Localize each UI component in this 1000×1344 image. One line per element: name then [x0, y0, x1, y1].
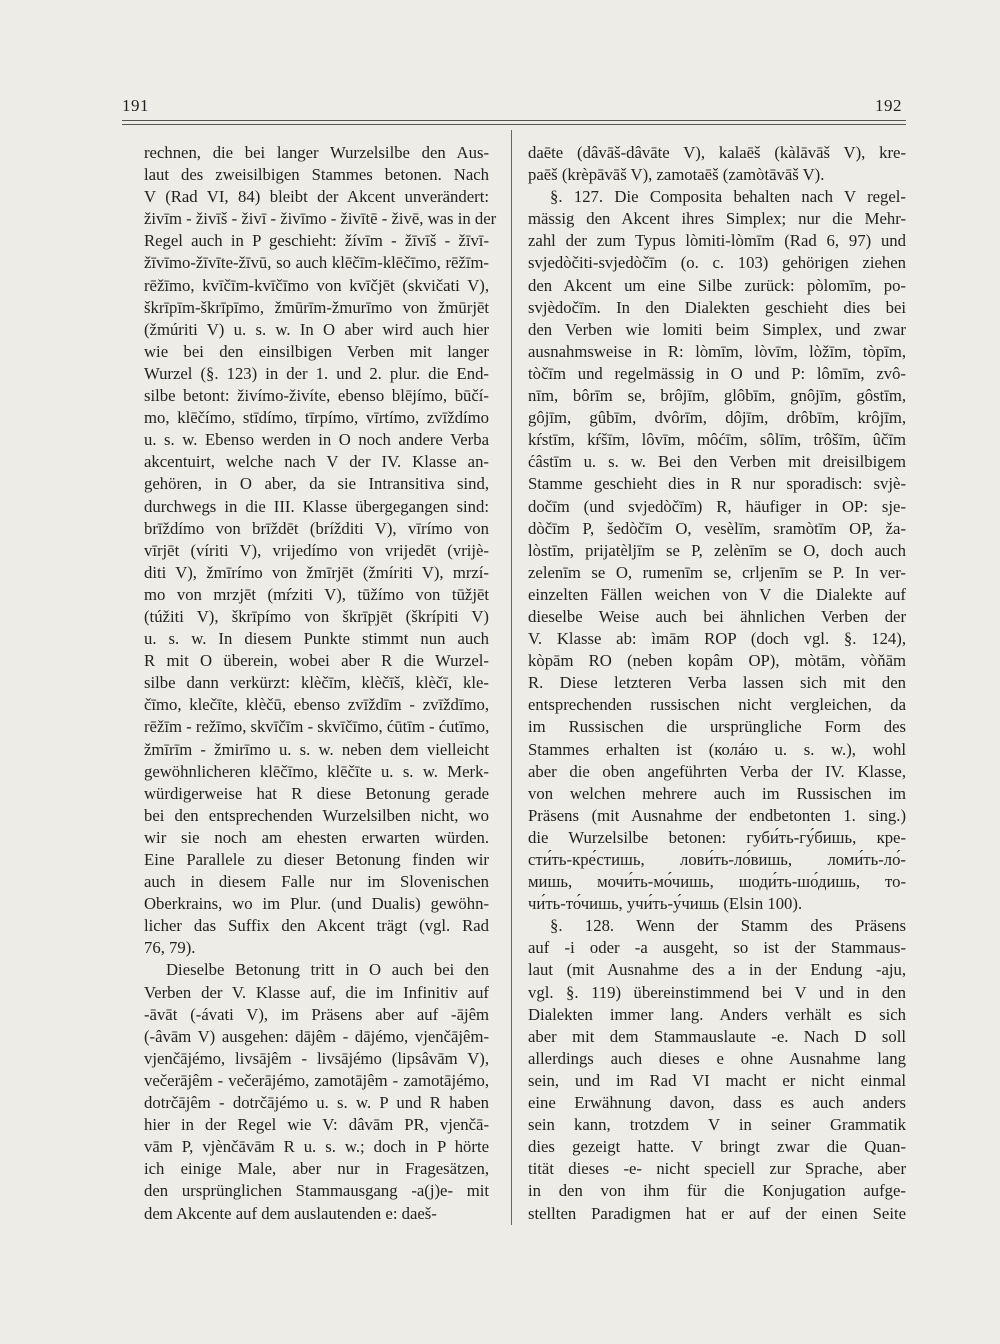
text-line: laut des zweisilbigen Stammes betonen. Nach — [144, 165, 489, 185]
text-line: (žmúriti V) u. s. w. In O aber wird auch hier — [144, 319, 489, 339]
text-line: Eine Parallele zu dieser Betonung finden wir — [144, 850, 489, 869]
text-line: dies gezeigt hatte. V bringt zwar die Quan- — [528, 1137, 906, 1157]
header-rule-thick — [122, 120, 906, 121]
text-line: čīmo, klečīte, klèčū, ebenso zvīždīm - zvīždīmo, — [144, 695, 489, 715]
column-divider — [511, 130, 512, 1225]
text-line: živīm - živīš - živī - živīmo - živītē - živē, was in der — [144, 209, 497, 229]
text-line: Regel auch in P geschieht: žívīm - žīvīš - žīvī- — [144, 231, 489, 251]
text-line: licher das Suffix den Akcent trägt (vgl. Rad — [144, 916, 489, 936]
text-line: aber die oben angeführten Verba der IV. Klasse, — [528, 761, 906, 781]
text-line: allerdings auch dieses e ohne Ausnahme lang — [528, 1048, 906, 1068]
text-line: Stamme geschieht dies in R nur sporadisch: svjè- — [528, 474, 906, 494]
text-line: gehören, in O aber, da sie Intransitiva sind, — [144, 474, 489, 494]
text-line: сти́ть-кре́стишь, лови́ть-ло́вишь, ломи́ть-ло́- — [528, 850, 906, 869]
text-line: Stammes erhalten ist (колáю u. s. w.), wohl — [528, 739, 906, 759]
text-line: mo, klēčímo, stīdímo, tīrpímo, vīrtímo, zvīždímo — [144, 408, 489, 428]
text-line: kŕstīm, kŕšīm, lôvīm, môćīm, sôlīm, trôšīm, ûčīm — [528, 430, 906, 450]
text-line: einzelten Fällen weichen von V die Dialekte auf — [528, 584, 906, 604]
text-line: daēte (dâvāš-dâvāte V), kalaēš (kàlāvāš V), kre- — [528, 143, 906, 162]
text-line: dieselbe Weise auch bei ähnlichen Verben der — [528, 606, 906, 626]
text-line: zelenīm se O, rumenīm se, crljenīm se P. In ver- — [528, 562, 906, 582]
text-line: in den von ihm für die Konjugation aufge- — [528, 1181, 906, 1201]
text-line: hier in der Regel wie V: dâvām PR, vjenčā- — [144, 1115, 489, 1135]
text-line: stellten Paradigmen hat er auf der einen Seite — [528, 1203, 906, 1223]
text-line: žīvīmo-žīvīte-žīvū, so auch klēčīm-klēčīmo, rēžīm- — [144, 253, 489, 273]
text-line: dočīm (und svjedòčīm) R, häufiger in OP: sje- — [528, 496, 906, 516]
text-line: die Wurzelsilbe betonen: губи́ть-гу́бишь, кре- — [528, 827, 906, 847]
text-line: V (Rad VI, 84) bleibt der Akcent unverändert: — [144, 187, 489, 207]
text-line: Oberkrains, wo im Plur. (und Dualis) gewöhn- — [144, 894, 489, 914]
text-line: Präsens (mit Ausnahme der endbetonten 1. sing.) — [528, 805, 906, 825]
right-column — [528, 142, 906, 1225]
text-line: u. s. w. In diesem Punkte stimmt nun auch — [144, 629, 489, 649]
text-line: večerājêm - večerājémo, zamotājêm - zamotājémo, — [144, 1070, 489, 1090]
text-line: im Russischen die ursprüngliche Form des — [528, 717, 906, 737]
text-line: sein kann, trotzdem V in seiner Grammatik — [528, 1115, 906, 1135]
text-line: vām P, vjènčāvām R u. s. w.; doch in P hörte — [144, 1137, 489, 1157]
text-line: paēš (krèpāvāš V), zamotaēš (zamòtāvāš V). — [528, 165, 825, 185]
text-line: §. 128. Wenn der Stamm des Präsens — [550, 916, 906, 936]
text-line: -āvāt (-ávati V), im Präsens aber auf -ājêm — [144, 1004, 489, 1024]
text-line: brīždímo von brīždēt (brížditi V), vīrímo von — [144, 518, 489, 538]
text-line: akcentuirt, welche nach V der IV. Klasse an- — [144, 452, 489, 472]
text-line: durchwegs in die III. Klasse übergegangen sind: — [144, 496, 489, 516]
left-column — [144, 142, 497, 1225]
text-line: kòpām RO (neben kopâm OP), mòtām, vòňām — [528, 651, 906, 671]
text-line: dòčīm P, šedòčīm O, vesèlīm, sramòtīm OP, ža- — [528, 518, 906, 538]
text-line: lòstīm, prijatèljīm se P, zelènīm se O, doch auch — [528, 540, 906, 560]
text-line: §. 127. Die Composita behalten nach V regel- — [550, 187, 906, 207]
text-line: sein, und im Rad VI macht er nicht einmal — [528, 1070, 906, 1090]
text-line: vjenčājémo, livsājêm - livsājémo (lipsâvām V), — [144, 1048, 489, 1068]
text-line: Wurzel (§. 123) in der 1. und 2. plur. die End- — [144, 363, 489, 383]
text-line: auch in diesem Falle nur im Slovenischen — [144, 872, 489, 892]
text-line: dotrčājêm - dotrčājémo u. s. w. P und R haben — [144, 1093, 489, 1113]
text-line: auf -i oder -a ausgeht, so ist der Stammaus- — [528, 938, 906, 958]
text-line: 76, 79). — [144, 938, 196, 958]
text-line: ausnahmsweise in R: lòmīm, lòvīm, lòžīm, tòpīm, — [528, 341, 906, 361]
text-line: Dieselbe Betonung tritt in O auch bei den — [166, 960, 489, 980]
text-line: mässig den Akcent ihres Simplex; nur die Mehr- — [528, 209, 906, 229]
text-line: wie bei den einsilbigen Verben mit langer — [144, 341, 489, 361]
text-line: мишь, мочи́ть-мо́чишь, шоди́ть-шо́дишь, то- — [528, 872, 906, 892]
page-number-left: 191 — [122, 96, 149, 115]
text-line: u. s. w. Ebenso werden in O noch andere Verba — [144, 430, 489, 450]
header-rule-thin — [122, 124, 906, 125]
text-line: чи́ть-то́чишь, учи́ть-у́чишь (Elsin 100). — [528, 894, 803, 914]
text-line: aber mit dem Stammauslaute -e. Nach D soll — [528, 1026, 906, 1046]
text-line: bei den entsprechenden Wurzelsilben nicht, wo — [144, 805, 489, 825]
text-line: rēžīmo, kvīčīm-kvīčīmo von kvīčjēt (skvičati V), — [144, 275, 489, 295]
text-line: diti V), žmīrímo von žmīrjēt (žmíriti V), mrzí- — [144, 562, 489, 582]
text-line: škrīpīm-škrīpīmo, žmūrīm-žmurīmo von žmūrjēt — [144, 297, 489, 317]
text-line: tòčīm und regelmässig in O und P: lômīm, zvô- — [528, 363, 906, 383]
text-line: von welchen mehrere auch im Russischen im — [528, 783, 906, 803]
text-line: rēžīm - režīmo, skvīčīm - skvīčīmo, ćūtīm - ćutīmo, — [144, 717, 490, 737]
text-line: den ursprünglichen Stammausgang -a(j)e- mit — [144, 1181, 489, 1201]
text-line: svjedòčiti-svjedòčīm (o. c. 103) gehörigen ziehen — [528, 253, 906, 273]
text-line: tität dieses -e- nicht speciell zur Sprache, aber — [528, 1159, 906, 1179]
page-number-right: 192 — [875, 96, 902, 115]
text-line: mo von mrzjēt (mŕziti V), tūžímo von tūžjēt — [144, 584, 489, 604]
text-line: vīrjēt (víriti V), vrijedímo von vrijedēt (vrijè- — [144, 540, 489, 560]
text-line: den Verben wie lomiti beim Simplex, und zwar — [528, 319, 906, 339]
text-line: silbe betont: živímo-živíte, ebenso blējímo, būčí- — [144, 386, 489, 406]
text-line: nīm, bôrīm se, brôjīm, glôbīm, gnôjīm, gôstīm, — [528, 386, 906, 406]
text-line: vgl. §. 119) übereinstimmend bei V und in den — [528, 982, 906, 1002]
text-line: zahl der zum Typus lòmiti-lòmīm (Rad 6, 97) und — [528, 231, 906, 251]
text-line: gôjīm, gûbīm, dvôrīm, dôjīm, drôbīm, krôjīm, — [528, 408, 906, 428]
text-line: dem Akcente auf dem auslautenden e: daeš- — [144, 1203, 437, 1223]
text-line: rechnen, die bei langer Wurzelsilbe den Aus- — [144, 143, 489, 162]
text-line: ćâstīm u. s. w. Bei den Verben mit dreisilbigem — [528, 452, 906, 472]
text-line: gewöhnlicheren klēčīmo, klēčīte u. s. w. Merk- — [144, 761, 489, 781]
text-line: silbe dann verkürzt: klèčīm, klèčīš, klèčī, kle- — [144, 673, 489, 693]
text-line: würdigerweise hat R diese Betonung gerade — [144, 783, 489, 803]
text-line: svjèdočīm. In den Dialekten geschieht dies bei — [528, 297, 906, 317]
text-line: wir sie noch am ehesten erwarten würden. — [144, 827, 489, 847]
text-line: den Akcent um eine Silbe zurück: pòlomīm, po- — [528, 275, 906, 295]
text-line: Dialekten immer lang. Anders verhält es sich — [528, 1004, 906, 1024]
text-line: (túžiti V), škrīpímo von škrīpjēt (škrípiti V) — [144, 606, 489, 626]
text-line: ich einige Male, aber nur in Fragesätzen, — [144, 1159, 489, 1179]
text-line: (-âvām V) ausgehen: dājêm - dājémo, vjenčājêm- — [144, 1026, 489, 1046]
text-line: laut (mit Ausnahme des a in der Endung -aju, — [528, 960, 906, 980]
text-line: R. Diese letzteren Verba lassen sich mit den — [528, 673, 906, 693]
text-line: entsprechenden russischen nicht vergleichen, da — [528, 695, 906, 715]
text-line: V. Klasse ab: ìmām ROP (doch vgl. §. 124), — [528, 629, 906, 649]
text-line: R mit O überein, wobei aber R die Wurzel- — [144, 651, 489, 671]
text-line: Verben der V. Klasse auf, die im Infinitiv auf — [144, 982, 489, 1002]
text-line: eine Erwähnung davon, dass es auch anders — [528, 1093, 906, 1113]
text-line: žmīrīm - žmirīmo u. s. w. neben dem vielleicht — [144, 739, 489, 759]
